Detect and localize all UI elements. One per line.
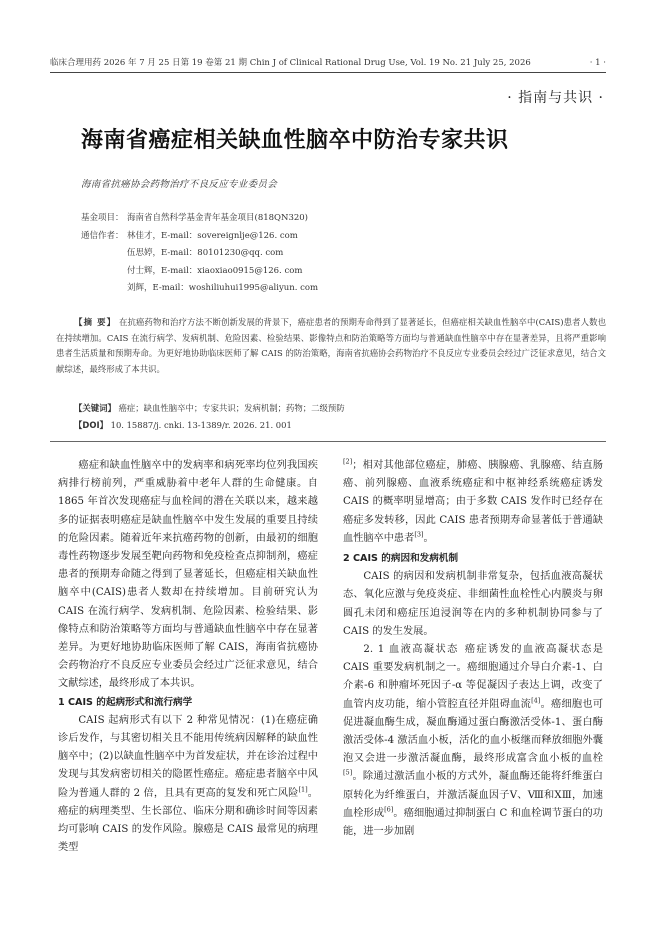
article-authors: 海南省抗癌协会药物治疗不良反应专业委员会 bbox=[81, 179, 278, 190]
section-1-heading: 1 CAIS 的起病形式和流行病学 bbox=[58, 696, 193, 708]
intro-paragraph: 癌症和缺血性脑卒中的发病率和病死率均位列我国疾病排行榜前列，严重威胁着中老年人群的生命健康。自 1865 年首次发现癌症与血栓间的潜在关联以来，越来越多的证据表明癌症是缺血性脑卒中发生发展的重要且持续的危险因素。随着近年来抗癌药物的创新，由最初的细胞毒性药物逐步发展至靶向药物和免疫检查点抑制剂，癌症患者的预期寿命随之得到了显著延长，但癌症相关缺血性脑卒中(CAIS)患者人数却在持续增加。目前研究认为 CAIS 在流行病学、发病机制、危险因素、检验结果、影像特点和防治策略等方面均与普通缺血性脑卒中存在显著差异。为更好地协助临床医师了解 CAIS，海南省抗癌协会药物治疗不良反应专业委员会经过广泛征求意见，结合文献综述，最终形成了本共识。 bbox=[58, 460, 318, 690]
running-head bbox=[50, 57, 606, 69]
header-rule bbox=[50, 72, 606, 73]
section-2-1-text-a: 癌症诱发的血液高凝状态是 CAIS 重要发病机制之一。癌细胞通过介导白介素-1、白介素-6 和肿瘤坏死因子-α 等促凝因子表达上调，改变了血管内皮功能，缩小管腔直径并阻碍血流 bbox=[343, 644, 603, 710]
section-1-text-a: CAIS 起病形式有以下 2 种常见情况：(1)在癌症确诊后发作，与其密切相关且不能用传统病因解释的缺血性脑卒中；(2)以缺血性脑卒中为首发症状，并在诊治过程中发现与其发病密切相关的隐匿性癌症。癌症患者脑卒中风险为普通人群的 2 倍，且具有更高的复发和死亡风险 bbox=[58, 714, 318, 799]
citation-4: [4] bbox=[531, 696, 541, 705]
corresponding-label: 通信作者： bbox=[81, 230, 124, 241]
section-1-text-d: 。 bbox=[423, 532, 434, 544]
section-2-paragraph: CAIS 的病因和发病机制非常复杂，包括血液高凝状态、氧化应激与免疫炎症、非细菌性血栓性心内膜炎与卵圆孔未闭和癌症压迫浸润等在内的多种机制协同参与了 CAIS 的发生发展。 bbox=[343, 571, 603, 637]
abstract-rule bbox=[50, 441, 606, 442]
section-1-text-b: 。癌症的病理类型、生长部位、临床分期和确诊时间等因素均可影响 CAIS 的发作风险。腺癌是 CAIS 最常见的病理类型 bbox=[58, 787, 318, 854]
funding-label: 基金项目： bbox=[81, 213, 124, 223]
section-2-heading: 2 CAIS 的病因和发病机制 bbox=[343, 553, 459, 565]
keywords-text: 癌症；缺血性脑卒中；专家共识；发病机制；药物；二级预防 bbox=[118, 403, 345, 413]
section-2-1-text-c: 。除通过激活血小板的方式外，凝血酶还能将纤维蛋白原转化为纤维蛋白，并激活凝血因子Ⅴ、Ⅷ和ⅩⅢ，加速血栓形成 bbox=[343, 771, 603, 819]
section-2-1-text-b: 。癌细胞也可促进凝血酶生成，凝血酶通过蛋白酶激活受体-1、蛋白酶激活受体-4 激活血小板，活化的血小板继而释放细胞外囊泡又会进一步激活凝血酶，最终形成富含血小板的血栓 bbox=[343, 698, 604, 765]
section-2-1-paragraph bbox=[343, 641, 603, 841]
corresponding-row bbox=[81, 228, 318, 246]
article-meta bbox=[81, 210, 318, 298]
article-title: 海南省癌症相关缺血性脑卒中防治专家共识 bbox=[81, 128, 509, 153]
citation-6: [6] bbox=[384, 805, 394, 814]
section-1-text-c: ；相对其他部位癌症，肺癌、胰腺癌、乳腺癌、结直肠癌、前列腺癌、血液系统癌症和中枢神经系统癌症诱发 CAIS 的概率明显增高；由于多数 CAIS 发作时已经存在癌症多发转移，因此 CAIS 患者预期寿命显著低于普通缺血性脑卒中患者 bbox=[343, 460, 603, 544]
body-column-right bbox=[343, 457, 603, 841]
doi-text: 10. 15887/j. cnki. 13-1389/r. 2026. 21. 001 bbox=[110, 420, 292, 430]
citation-2: [2] bbox=[343, 457, 353, 466]
abstract bbox=[56, 315, 606, 377]
abstract-label: 【摘 要】 bbox=[74, 317, 117, 327]
section-1-paragraph bbox=[58, 712, 318, 858]
funding-value: 海南省自然科学基金青年基金项目(818QN320) bbox=[127, 213, 308, 223]
journal-citation: 临床合理用药 2026 年 7 月 25 日第 19 卷第 21 期 Chin J of Clinical Rational Drug Use, Vol. 19 No. 21 July 25, 2026 bbox=[50, 58, 531, 68]
contact-4: 刘辉，E-mail：woshiliuhui1995@aliyun. com bbox=[127, 283, 319, 293]
column-tag: · 指南与共识 · bbox=[507, 90, 604, 106]
doi-line bbox=[74, 419, 292, 431]
contact-3: 付士辉，E-mail：xiaoxiao0915@126. com bbox=[127, 265, 303, 276]
contact-2: 伍思婷，E-mail：80101230@qq. com bbox=[127, 248, 284, 258]
body-column-left bbox=[58, 457, 318, 857]
contact-1: 林佳才，E-mail：sovereignlje@126. com bbox=[127, 230, 298, 241]
funding-row bbox=[81, 210, 318, 228]
abstract-text: 在抗癌药物和治疗方法不断创新发展的背景下，癌症患者的预期寿命得到了显著延长，但癌症相关缺血性脑卒中(CAIS)患者人数也在持续增加。CAIS 在流行病学、发病机制、危险因素、检验结果、影像特点和防治策略等方面均与普通缺血性脑卒中存在显著差异，且将严重影响患者生活质量和预期寿命。为更好地协助临床医师了解 CAIS 的防治策略，海南省抗癌协会药物治疗不良反应专业委员会经过广泛征求意见，结合文献综述，最终形成了本共识。 bbox=[56, 317, 606, 374]
page-number: · 1 · bbox=[589, 58, 606, 68]
section-2-1-heading: 2. 1 血液高凝状态 bbox=[363, 644, 459, 656]
citation-1: [1] bbox=[298, 785, 308, 794]
citation-5: [5] bbox=[343, 769, 353, 778]
keywords-line bbox=[74, 402, 345, 414]
citation-3: [3] bbox=[414, 530, 424, 539]
section-1-continued bbox=[343, 457, 603, 548]
section-2-1-text-d: 。癌细胞通过抑制蛋白 C 和血栓调节蛋白的功能，进一步加剧 bbox=[343, 807, 603, 838]
doi-label: 【DOI】 bbox=[74, 420, 108, 430]
keywords-label: 【关键词】 bbox=[74, 403, 116, 413]
